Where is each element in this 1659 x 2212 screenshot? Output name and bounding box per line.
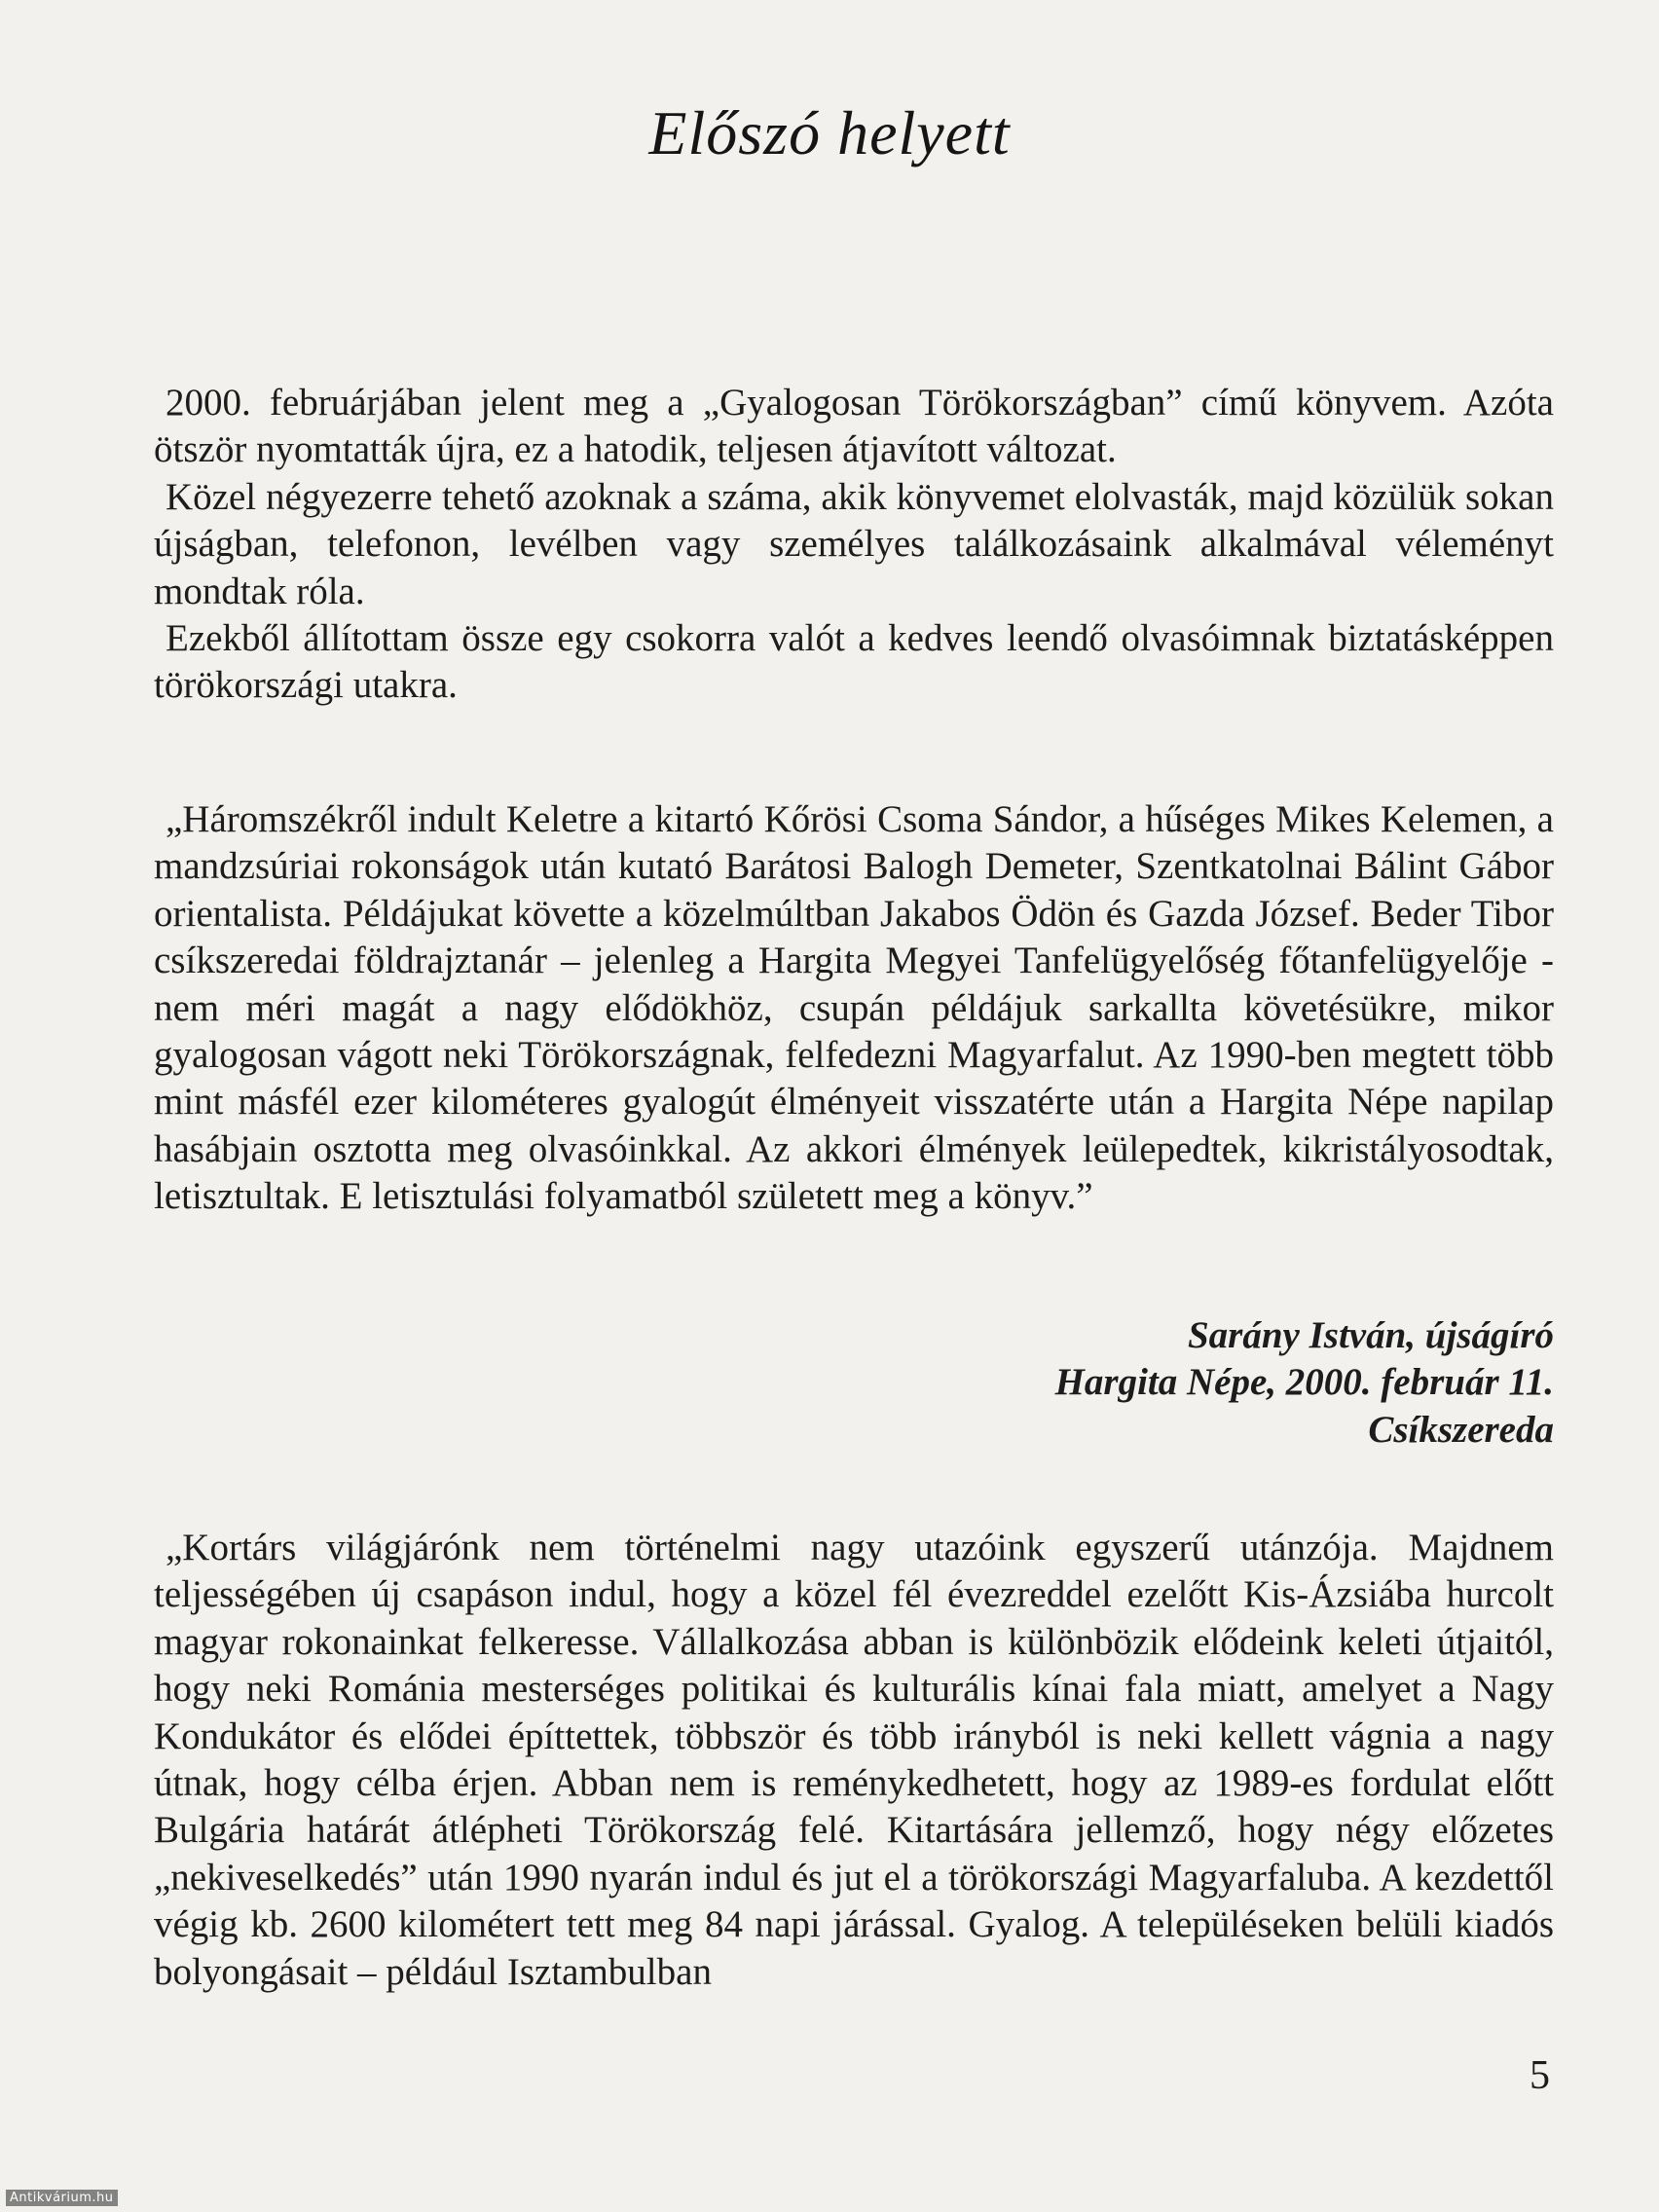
intro-paragraph-3: Ezekből állítottam össze egy csokorra valót a kedves leendő olvasóimnak biztatásképpen törökországi utakra. — [154, 617, 1554, 707]
quote-1-text: „Háromszékről indult Keletre a kitartó Kőrösi Csoma Sándor, a hűséges Mikes Kelemen, a mandzsúriai rokonságok után kutató Barátosi Balogh Demeter, Szentkatolnai Bálint Gábor orientalista. Példájukat követte a közelmúltban Jakabos Ödön és Gazda József. Beder Tibor csíkszeredai földrajztanár – jelenleg a Hargita Megyei Tanfelügyelőség főtanfelügyelője - nem méri magát a nagy elődökhöz, csupán példájuk sarkallta követésükre, mikor gyalogosan vágott neki Törökországnak, felfedezni Magyarfalut. Az 1990-ben megtett több mint másfél ezer kilométeres gyalogút élményeit visszatérte után a Hargita Népe napilap hasábjain osztotta meg olvasóinkkal. Az akkori élmények leülepedtek, kikristályosodtak, letisztultak. E letisztulási folyamatból született meg a könyv.” — [154, 798, 1554, 1218]
intro-section — [154, 380, 1554, 710]
quote-1-author: Sarány István, újságíró — [1187, 1314, 1554, 1356]
quote-1-place: Csíkszereda — [1368, 1408, 1554, 1451]
quote-1-signature — [1055, 1312, 1554, 1454]
intro-paragraph-1: 2000. februárjában jelent meg a „Gyalogosan Törökországban” című könyvem. Azóta ötször nyomtatták újra, ez a hatodik, teljesen átjavított változat. — [154, 382, 1554, 471]
page-number: 5 — [1530, 2053, 1550, 2098]
watermark: Antikvárium.hu — [6, 2190, 118, 2206]
quote-2 — [154, 1525, 1554, 1996]
quote-1-source: Hargita Népe, 2000. február 11. — [1054, 1361, 1554, 1404]
page-title: Előszó helyett — [648, 98, 1011, 167]
quote-1 — [154, 796, 1554, 1221]
quote-2-text: „Kortárs világjárónk nem történelmi nagy utazóink egyszerű utánzója. Majdnem teljességében új csapáson indul, hogy a közel fél évezreddel ezelőtt Kis-Ázsiába hurcolt magyar rokonainkat felkeresse. Vállalkozása abban is különbözik elődeink keleti útjaitól, hogy neki Románia mesterséges politikai és kulturális kínai fala miatt, amelyet a Nagy Kondukátor és elődei építtettek, többször és több irányból is neki kellett vágnia a nagy útnak, hogy célba érjen. Abban nem is reménykedhetett, hogy az 1989-es fordulat előtt Bulgária határát átlépheti Törökország felé. Kitartására jellemző, hogy négy előzetes „nekiveselkedés” után 1990 nyarán indul és jut el a törökországi Magyarfaluba. A kezdettől végig kb. 2600 kilométert tett meg 84 napi járással. Gyalog. A településeken belüli kiadós bolyongásait – például Isztambulban — [154, 1527, 1554, 1993]
intro-paragraph-2: Közel négyezerre tehető azoknak a száma, akik könyvemet elolvasták, majd közülük sokan újságban, telefonon, levélben vagy személyes találkozásaink alkalmával véleményt mondtak róla. — [154, 475, 1554, 612]
